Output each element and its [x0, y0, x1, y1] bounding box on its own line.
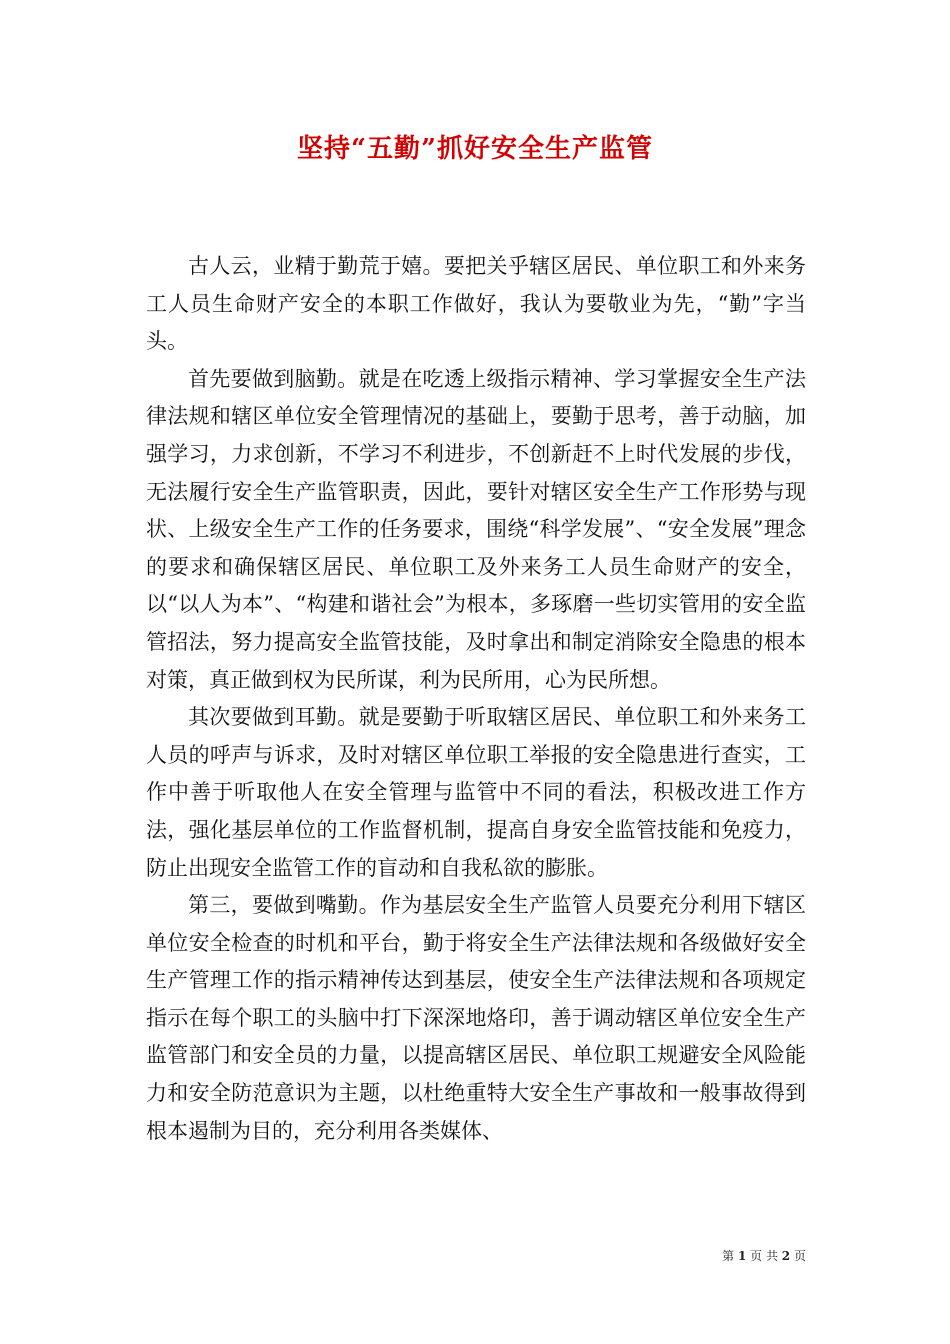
paragraph-ear-diligence: 其次要做到耳勤。就是要勤于听取辖区居民、单位职工和外来务工人员的呼声与诉求，及时对辖区单位职工举报的安全隐患进行查实，工作中善于听取他人在安全管理与监管中不同的看法，积极改进工作方法，强化基层单位的工作监督机制，提高自身安全监管技能和免疫力，防止出现安全监管工作的盲动和自我私欲的膨胀。 — [146, 705, 806, 880]
document-body — [146, 248, 806, 1150]
footer-prefix: 第 — [722, 1249, 735, 1263]
total-page-number: 2 — [781, 1249, 791, 1263]
paragraph-mouth-diligence: 第三，要做到嘴勤。作为基层安全生产监管人员要充分利用下辖区单位安全检查的时机和平台，勤于将安全生产法律法规和各级做好安全生产管理工作的指示精神传达到基层，使安全生产法律法规和各项规定指示在每个职工的头脑中打下深深地烙印，善于调动辖区单位安全生产监管部门和安全员的力量，以提高辖区居民、单位职工规避安全风险能力和安全防范意识为主题，以杜绝重特大安全生产事故和一般事故得到根本遏制为目的，充分利用各类媒体、 — [146, 893, 806, 1143]
paragraph-brain-diligence: 首先要做到脑勤。就是在吃透上级指示精神、学习掌握安全生产法律法规和辖区单位安全管理情况的基础上，要勤于思考，善于动脑，加强学习，力求创新，不学习不利进步，不创新赶不上时代发展的步伐，无法履行安全生产监管职责，因此，要针对辖区安全生产工作形势与现状、上级安全生产工作的任务要求，围绕“科学发展”、“安全发展”理念的要求和确保辖区居民、单位职工及外来务工人员生命财产的安全，以“以人为本”、“构建和谐社会”为根本，多琢磨一些切实管用的安全监管招法，努力提高安全监管技能，及时拿出和制定消除安全隐患的根本对策，真正做到权为民所谋，利为民所用，心为民所想。 — [146, 366, 806, 692]
paragraph-intro: 古人云，业精于勤荒于嬉。要把关乎辖区居民、单位职工和外来务工人员生命财产安全的本职工作做好，我认为要敬业为先，“勤”字当头。 — [146, 254, 806, 354]
page-number-footer — [722, 1247, 806, 1264]
page-title: 坚持“五勤”抓好安全生产监管 — [297, 134, 653, 164]
current-page-number: 1 — [737, 1249, 747, 1263]
footer-middle: 页 共 — [750, 1249, 778, 1263]
footer-suffix: 页 — [793, 1249, 806, 1263]
